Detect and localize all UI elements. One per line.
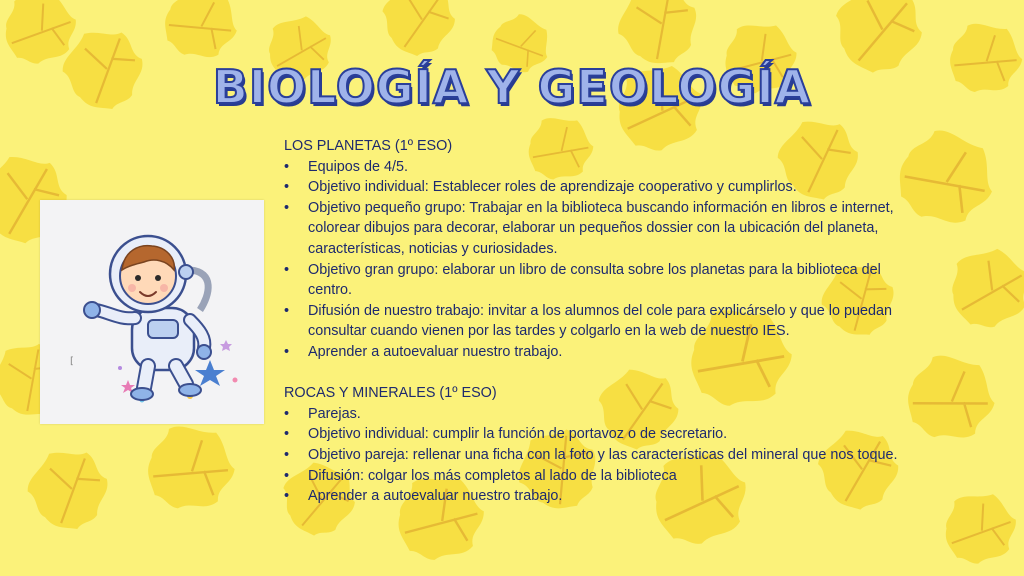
- list-item: • Parejas.: [284, 404, 904, 425]
- list-item: • Equipos de 4/5.: [284, 157, 904, 178]
- list-item: • Aprender a autoevaluar nuestro trabajo.: [284, 342, 904, 363]
- astronaut-image: [40, 200, 264, 424]
- rocas-list: [284, 404, 904, 507]
- slide-title: BIOLOGÍA Y GEOLOGÍA: [212, 60, 812, 114]
- svg-text:[: [: [70, 356, 74, 367]
- list-item: • Objetivo individual: Establecer roles de aprendizaje cooperativo y cumplirlos.: [284, 177, 904, 198]
- list-item: • Objetivo gran grupo: elaborar un libro de consulta sobre los planetas para la biblioteca del centro.: [284, 260, 904, 301]
- list-item: • Objetivo pequeño grupo: Trabajar en la biblioteca buscando información en libros e internet, colorear dibujos para decorar, elaborar un pequeños dossier con la ubicación del planeta, características, noticias y curiosidades.: [284, 198, 904, 260]
- content-area: [284, 136, 904, 507]
- section-spacer: [284, 363, 904, 384]
- planetas-list: [284, 157, 904, 363]
- list-item: • Objetivo individual: cumplir la función de portavoz o de secretario.: [284, 424, 904, 445]
- list-item: • Difusión: colgar los más completos al lado de la biblioteca: [284, 466, 904, 487]
- list-item: • Objetivo pareja: rellenar una ficha con la foto y las características del mineral que nos toque.: [284, 445, 904, 466]
- list-item: • Aprender a autoevaluar nuestro trabajo.: [284, 486, 904, 507]
- rocas-heading: ROCAS Y MINERALES (1º ESO): [284, 385, 497, 402]
- list-item: • Difusión de nuestro trabajo: invitar a los alumnos del cole para explicárselo y que lo puedan consultar cuando vienen por las tardes y colgarlo en la web de nuestro IES.: [284, 301, 904, 342]
- planetas-heading: LOS PLANETAS (1º ESO): [284, 138, 453, 154]
